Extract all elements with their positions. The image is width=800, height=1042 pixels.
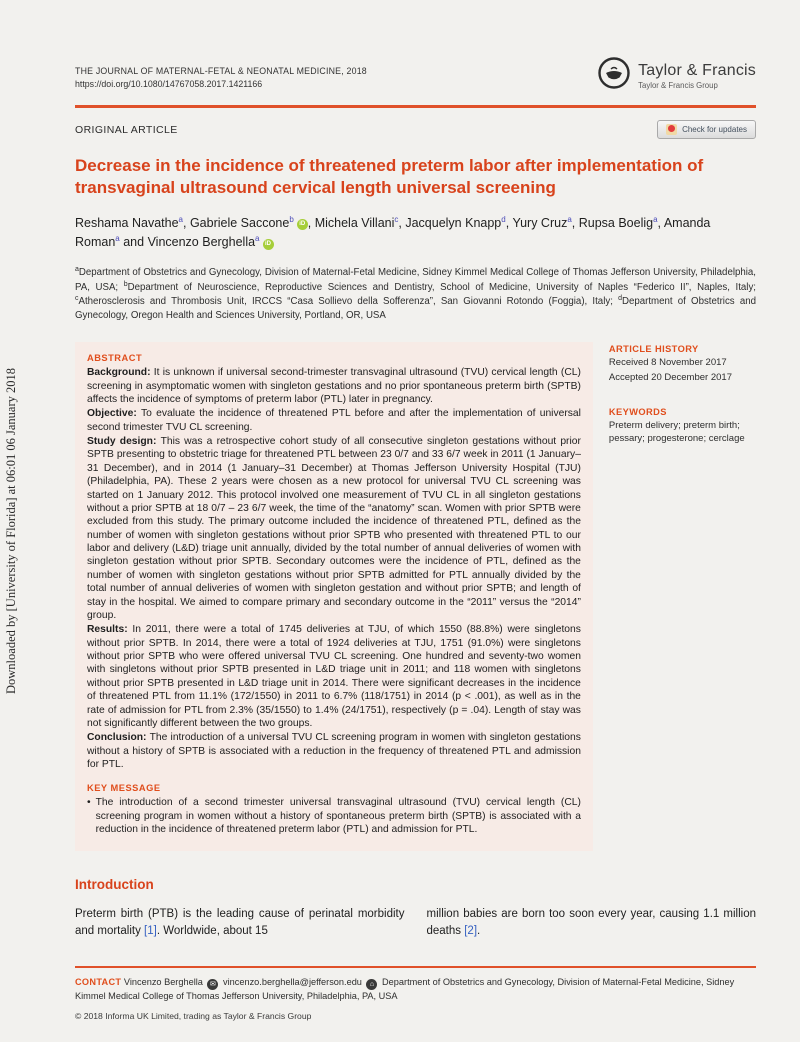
abstract-section-label: Conclusion:	[87, 732, 150, 744]
article-history-heading: ARTICLE HISTORY	[608, 344, 699, 355]
key-message-text: The introduction of a second trimester universal transvaginal ultrasound (TVU) cervical length (CL) screening program in women without a history of spontaneous preterm birth (SPTB) is associated with a reduction in the incidence of threatened preterm labor (PTL) and admission for PTL.	[95, 797, 581, 836]
author-name: Rupsa Boelig	[578, 216, 654, 231]
doi-link[interactable]: https://doi.org/10.1080/14767058.2017.1421166	[75, 79, 263, 89]
author-affiliation-sup: d	[501, 214, 506, 224]
affiliation-text: Atherosclerosis and Thrombosis Unit, IRCCS “Casa Sollievo della Sofferenza”, San Giovanni Rotondo (Foggia), Italy;	[78, 296, 619, 308]
abstract-section-label: Results:	[87, 624, 133, 636]
author-name: Michela Villani	[314, 216, 395, 231]
tf-logo-icon	[597, 56, 631, 95]
journal-info	[75, 56, 367, 89]
keywords-heading: KEYWORDS	[608, 406, 667, 417]
accepted-date: Accepted 20 December 2017	[608, 372, 732, 384]
affiliation-text: Department of Obstetrics and Gynecology, Oregon Health and Sciences University, Portland, OR, USA	[75, 296, 756, 321]
abstract-row	[75, 342, 756, 850]
author-name: Jacquelyn Knapp	[405, 216, 502, 231]
intro-text-1: Preterm birth (PTB) is the leading cause of perinatal morbidity and mortality	[75, 907, 405, 937]
article-type-label: ORIGINAL ARTICLE	[75, 123, 178, 136]
introduction-columns	[75, 906, 756, 941]
reference-link-1[interactable]: [1]	[144, 924, 157, 937]
publisher-name: Taylor & Francis	[638, 61, 756, 79]
affiliation-sup: a	[75, 265, 79, 273]
check-for-updates-label: Check for updates	[682, 125, 747, 134]
publisher-logo	[597, 56, 756, 95]
email-icon: ✉	[207, 979, 218, 990]
publisher-group: Taylor & Francis Group	[638, 80, 718, 90]
affiliation-sup: b	[123, 280, 128, 288]
received-date: Received 8 November 2017	[608, 357, 727, 369]
footer-divider	[75, 966, 756, 968]
affiliation-text: Department of Obstetrics and Gynecology, Division of Maternal-Fetal Medicine, Sidney Kimmel Medical College of Thomas Jefferson University, Philadelphia, PA, USA;	[75, 267, 756, 293]
keywords-text: Preterm delivery; preterm birth; pessary; progesterone; cerclage	[608, 419, 745, 445]
author-affiliation-sup: a	[255, 234, 260, 244]
contact-block	[75, 976, 756, 1004]
abstract-heading: ABSTRACT	[87, 353, 143, 364]
author-name: Amanda Roman	[75, 216, 711, 250]
intro-text-3: million babies are born too soon every year, causing 1.1 million deaths	[426, 907, 756, 937]
article-type-row	[75, 120, 756, 139]
abstract-section: Results: In 2011, there were a total of 1745 deliveries at TJU, of which 1550 (88.8%) were singletons without prior SPTB. In 2014, there were a total of 1924 deliveries at TJU, 1751 (91.0%) were singletons without prior SPTB who were offered universal TVU CL screening. One hundred and seventy-two women with singletons without prior SPTB presented in L&D triage unit in 2011; and 118 women with singletons without prior SPTB presented in L&D triage unit in 2014. There were significant decreases in the incidence of threatened PTL from 11.1% (172/1550) in 2011 to 6.7% (118/1751) in 2014 (p < .001), as well as in the rate of admission for PTL from 2.3% (35/1550) to 1.4% (24/1751), respectively (p = .04). Length of stay was not significantly different between the two groups.	[87, 624, 581, 729]
introduction-heading: Introduction	[75, 876, 154, 892]
check-for-updates-button[interactable]	[657, 120, 756, 139]
intro-text-2: . Worldwide, about 15	[156, 924, 268, 937]
author-name: Gabriele Saccone	[189, 216, 290, 231]
author-affiliation-sup: a	[178, 214, 183, 224]
contact-email[interactable]: vincenzo.berghella@jefferson.edu	[223, 977, 362, 988]
affiliation-sup: c	[75, 295, 79, 303]
copyright-line: © 2018 Informa UK Limited, trading as Taylor & Francis Group	[75, 1010, 312, 1021]
contact-name: Vincenzo Berghella	[123, 977, 203, 988]
orcid-icon[interactable]: iD	[263, 239, 274, 250]
abstract-section: Objective: To evaluate the incidence of threatened PTL before and after the implementation of universal second trimester TVU CL screening.	[87, 408, 581, 433]
affiliation-sup: d	[618, 295, 622, 303]
abstract-section-label: Objective:	[87, 408, 142, 420]
orcid-icon[interactable]: iD	[297, 219, 308, 230]
contact-label: CONTACT	[75, 977, 122, 988]
contact-address: Department of Obstetrics and Gynecology, Division of Maternal-Fetal Medicine, Sidney Kimmel Medical College of Thomas Jefferson University, Philadelphia, PA, USA	[75, 977, 735, 1002]
author-affiliation-sup: a	[115, 234, 120, 244]
abstract-section-label: Background:	[87, 367, 154, 379]
article-content	[75, 56, 756, 1021]
author-name: Vincenzo Berghella	[147, 235, 256, 250]
journal-header	[75, 56, 756, 95]
abstract-section: Conclusion: The introduction of a universal TVU CL screening program in women with singleton gestations without a history of SPTB is associated with a reduction in the frequency of threatened PTL and admission for PTL.	[87, 732, 581, 771]
journal-title: THE JOURNAL OF MATERNAL-FETAL & NEONATAL MEDICINE, 2018	[75, 66, 367, 76]
introduction-column-2	[427, 906, 757, 941]
header-divider	[75, 105, 756, 108]
abstract-section-label: Study design:	[87, 436, 161, 448]
bullet-icon: •	[87, 797, 91, 809]
affiliation-text: Department of Neuroscience, Reproductive Sciences and Dentistry, School of Medicine, University of Naples “Federico II”, Naples, Italy;	[127, 281, 756, 293]
abstract-sections	[87, 366, 581, 771]
author-affiliation-sup: b	[289, 214, 294, 224]
article-meta-sidebar	[609, 342, 756, 850]
crossmark-icon	[666, 124, 677, 135]
publisher-name-block	[638, 62, 756, 90]
author-affiliation-sup: c	[394, 214, 399, 224]
key-message-item	[87, 796, 581, 836]
author-name: Yury Cruz	[512, 216, 568, 231]
address-icon: ⌂	[366, 979, 377, 990]
reference-link-2[interactable]: [2]	[464, 924, 478, 937]
abstract-section: Background: It is unknown if universal second-trimester transvaginal ultrasound (TVU) cervical length (CL) screening in asymptomatic women with singleton gestations and no prior spontaneous preterm birth (SPTB) affects the incidence of symptoms of preterm labor (PTL) later in pregnancy.	[87, 367, 581, 405]
abstract-section: Study design: This was a retrospective cohort study of all consecutive singleton gestations without prior SPTB presenting to obstetric triage for threatened PTL between 23 0/7 and 33 6/7 week in 2011 (1 January–31 December), and in 2014 (1 January–31 December) at Thomas Jefferson University Hospital (TJU) (Philadelphia, PA). These 2 years were chosen as a new protocol for universal TVU CL screening was started on 1 January 2012. This protocol involved one measurement of TVU CL in all singleton gestations without a prior SPTB at 18 0/7 – 23 6/7 week, the time of the “anatomy” scan. Women with prior SPTB were excluded from this study. The primary outcome included the incidence of threatened PTL, defined as the number of women with singleton gestations without prior SPTB who presented with threatened PTL to our labor and delivery (L&D) triage unit annually, divided by the total number of annual deliveries of women with singleton gestation without prior SPTB. Secondary outcomes were the incidence of PTL, defined as the number of women with singleton gestations without prior SPTB admitted for PTL annually divided by the total number of annual deliveries of women with singleton gestation and without prior SPTB; and length of stay in the hospital. We aimed to compare primary and secondary outcome in the “2011” versus the “2014” group.	[87, 436, 581, 621]
author-affiliation-sup: a	[567, 214, 572, 224]
download-watermark: Downloaded by [University of Florida] at 06:01 06 January 2018	[4, 368, 18, 694]
intro-text-4: .	[477, 924, 481, 937]
author-name: Reshama Navathe	[75, 216, 179, 231]
authors-line: Reshama Navathe$^a$, Gabriele Saccone$^b$iD , Michela Villani$^c$, Jacquelyn Knapp$^d$, Yury Cruz$^a$, Rupsa Boelig$^a$, Amanda Roman$^a$ and Vincenzo Berghella$^a$iD	[75, 214, 711, 250]
key-message-heading: KEY MESSAGE	[87, 783, 161, 794]
introduction-column-1	[75, 906, 405, 941]
abstract-box	[75, 342, 593, 850]
page-title: Decrease in the incidence of threatened preterm labor after implementation of transvaginal ultrasound cervical length universal screening	[75, 156, 704, 198]
author-affiliation-sup: a	[653, 214, 658, 224]
affiliations	[75, 265, 756, 322]
